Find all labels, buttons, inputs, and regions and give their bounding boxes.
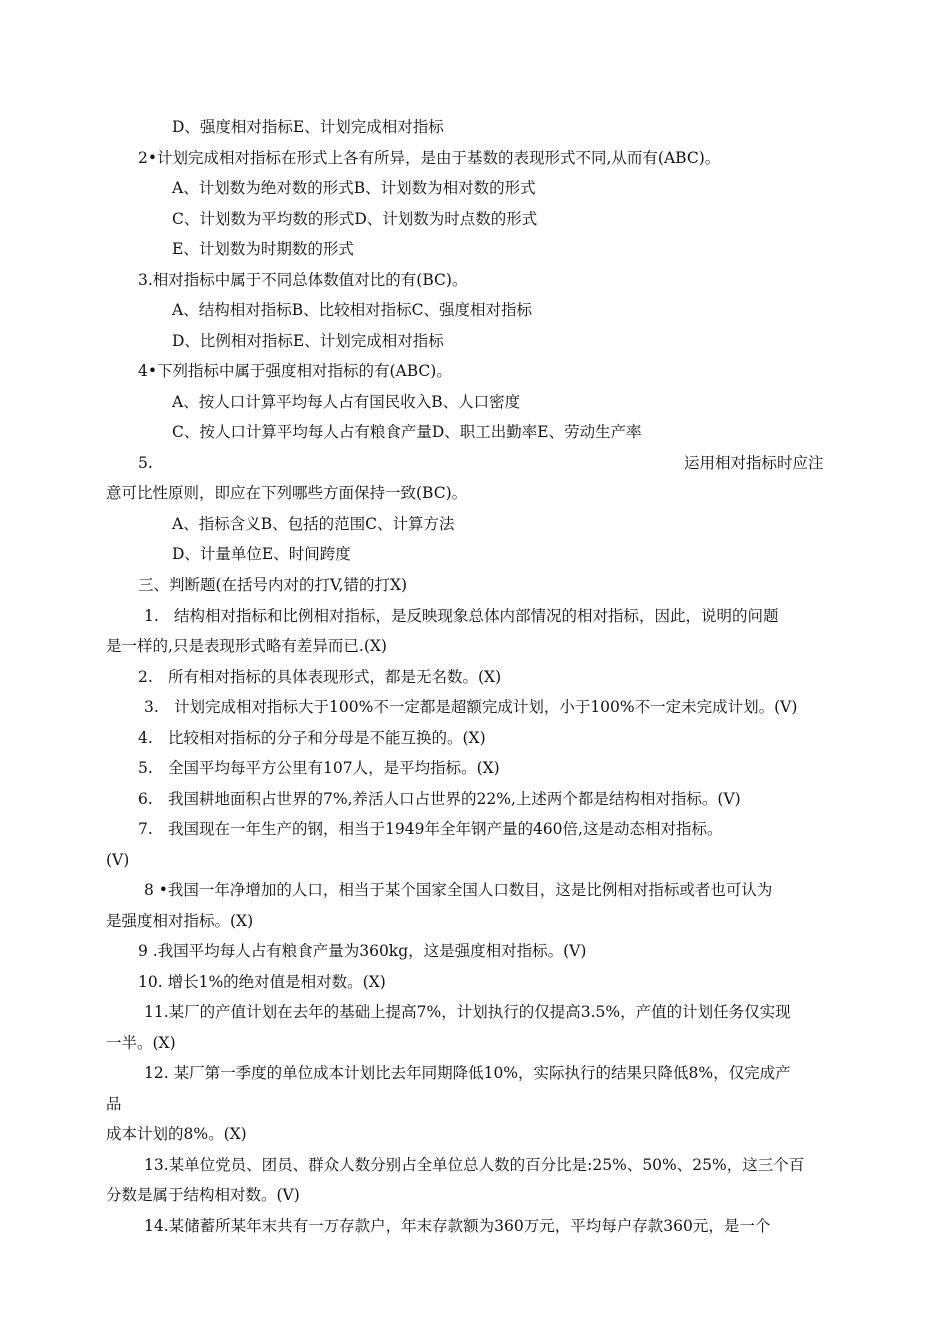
q2-option-e: E、计划数为时期数的形式 — [172, 240, 354, 258]
item-text: 全国平均每平方公里有107人，是平均指标。(X) — [168, 759, 500, 777]
item-text: 所有相对指标的具体表现形式，都是无名数。(X) — [168, 668, 502, 686]
judgement-8-cont: 是强度相对指标。(X) — [106, 912, 254, 930]
item-text: 计划完成相对指标大于100%不一定都是超额完成计划，小于100%不一定未完成计划。(V) — [174, 698, 798, 716]
q3-options-abc: A、结构相对指标B、比较相对指标C、强度相对指标 — [172, 301, 532, 319]
judgement-9: 9 .我国平均每人占有粮食产量为360kg，这是强度相对指标。(V) — [138, 942, 587, 960]
judgement-8: 8 •我国一年净增加的人口，相当于某个国家全国人口数目，这是比例相对指标或者也可认为 — [144, 881, 773, 899]
judgement-12-cont-2: 成本计划的8%。(X) — [106, 1125, 247, 1143]
judgement-5 — [138, 758, 500, 778]
item-number: 6. — [138, 790, 153, 808]
item-text: 我国耕地面积占世界的7%,养活人口占世界的22%,上述两个都是结构相对指标。(V) — [168, 790, 741, 808]
judgement-11: 11.某厂的产值计划在去年的基础上提高7%，计划执行的仅提高3.5%，产值的计划任务仅实现 — [144, 1003, 791, 1021]
q4-options-cde: C、按人口计算平均每人占有粮食产量D、职工出勤率E、劳动生产率 — [172, 423, 642, 441]
judgement-1-cont: 是一样的,只是表现形式略有差异而已.(X) — [106, 637, 387, 655]
question-4: 4•下列指标中属于强度相对指标的有(ABC)。 — [138, 362, 452, 380]
judgement-7-cont: (V) — [106, 851, 130, 869]
q2-options-ab: A、计划数为绝对数的形式B、计划数为相对数的形式 — [172, 179, 536, 197]
q5-options-abc: A、指标含义B、包括的范围C、计算方法 — [172, 515, 455, 533]
judgement-11-cont: 一半。(X) — [106, 1034, 176, 1052]
item-text: 比较相对指标的分子和分母是不能互换的。(X) — [168, 729, 486, 747]
judgement-12-cont-1: 品 — [106, 1095, 122, 1113]
q3-options-de: D、比例相对指标E、计划完成相对指标 — [172, 332, 444, 350]
question-5-text-start: 运用相对指标时应注 — [684, 454, 824, 472]
judgement-13: 13.某单位党员、团员、群众人数分别占全单位总人数的百分比是:25%、50%、25%，这三个百 — [144, 1156, 805, 1174]
judgement-1 — [144, 606, 779, 626]
judgement-2 — [138, 667, 501, 687]
section-heading-judgement: 三、判断题(在括号内对的打V,错的打X) — [138, 576, 408, 594]
judgement-10: 10. 增长1%的绝对值是相对数。(X) — [138, 973, 386, 991]
judgement-3 — [144, 697, 797, 717]
judgement-13-cont: 分数是属于结构相对数。(V) — [106, 1186, 300, 1204]
item-number: 7. — [138, 820, 153, 838]
q4-options-ab: A、按人口计算平均每人占有国民收入B、人口密度 — [172, 393, 521, 411]
item-text: 结构相对指标和比例相对指标，是反映现象总体内部情况的相对指标，因此，说明的问题 — [174, 607, 779, 625]
item-number: 4. — [138, 729, 153, 747]
q2-options-cd: C、计划数为平均数的形式D、计划数为时点数的形式 — [172, 210, 538, 228]
question-2: 2•计划完成相对指标在形式上各有所异，是由于基数的表现形式不同,从而有(ABC)。 — [138, 149, 721, 167]
question-5-text-cont: 意可比性原则，即应在下列哪些方面保持一致(BC)。 — [106, 484, 468, 502]
judgement-7 — [138, 819, 722, 839]
judgement-14: 14.某储蓄所某年末共有一万存款户，年末存款额为360万元，平均每户存款360元，是一个 — [144, 1217, 771, 1235]
judgement-12: 12. 某厂第一季度的单位成本计划比去年同期降低10%，实际执行的结果只降低8%，仅完成产 — [144, 1064, 791, 1082]
q1-options-de: D、强度相对指标E、计划完成相对指标 — [172, 118, 444, 136]
item-text: 我国现在一年生产的钢，相当于1949年全年钢产量的460倍,这是动态相对指标。 — [168, 820, 723, 838]
item-number: 2. — [138, 668, 153, 686]
item-number: 1. — [144, 607, 159, 625]
item-number: 3. — [144, 698, 159, 716]
judgement-4 — [138, 728, 486, 748]
judgement-6 — [138, 789, 741, 809]
q5-options-de: D、计量单位E、时间跨度 — [172, 545, 351, 563]
question-3: 3.相对指标中属于不同总体数值对比的有(BC)。 — [138, 271, 468, 289]
question-5-number: 5. — [138, 454, 153, 472]
item-number: 5. — [138, 759, 153, 777]
